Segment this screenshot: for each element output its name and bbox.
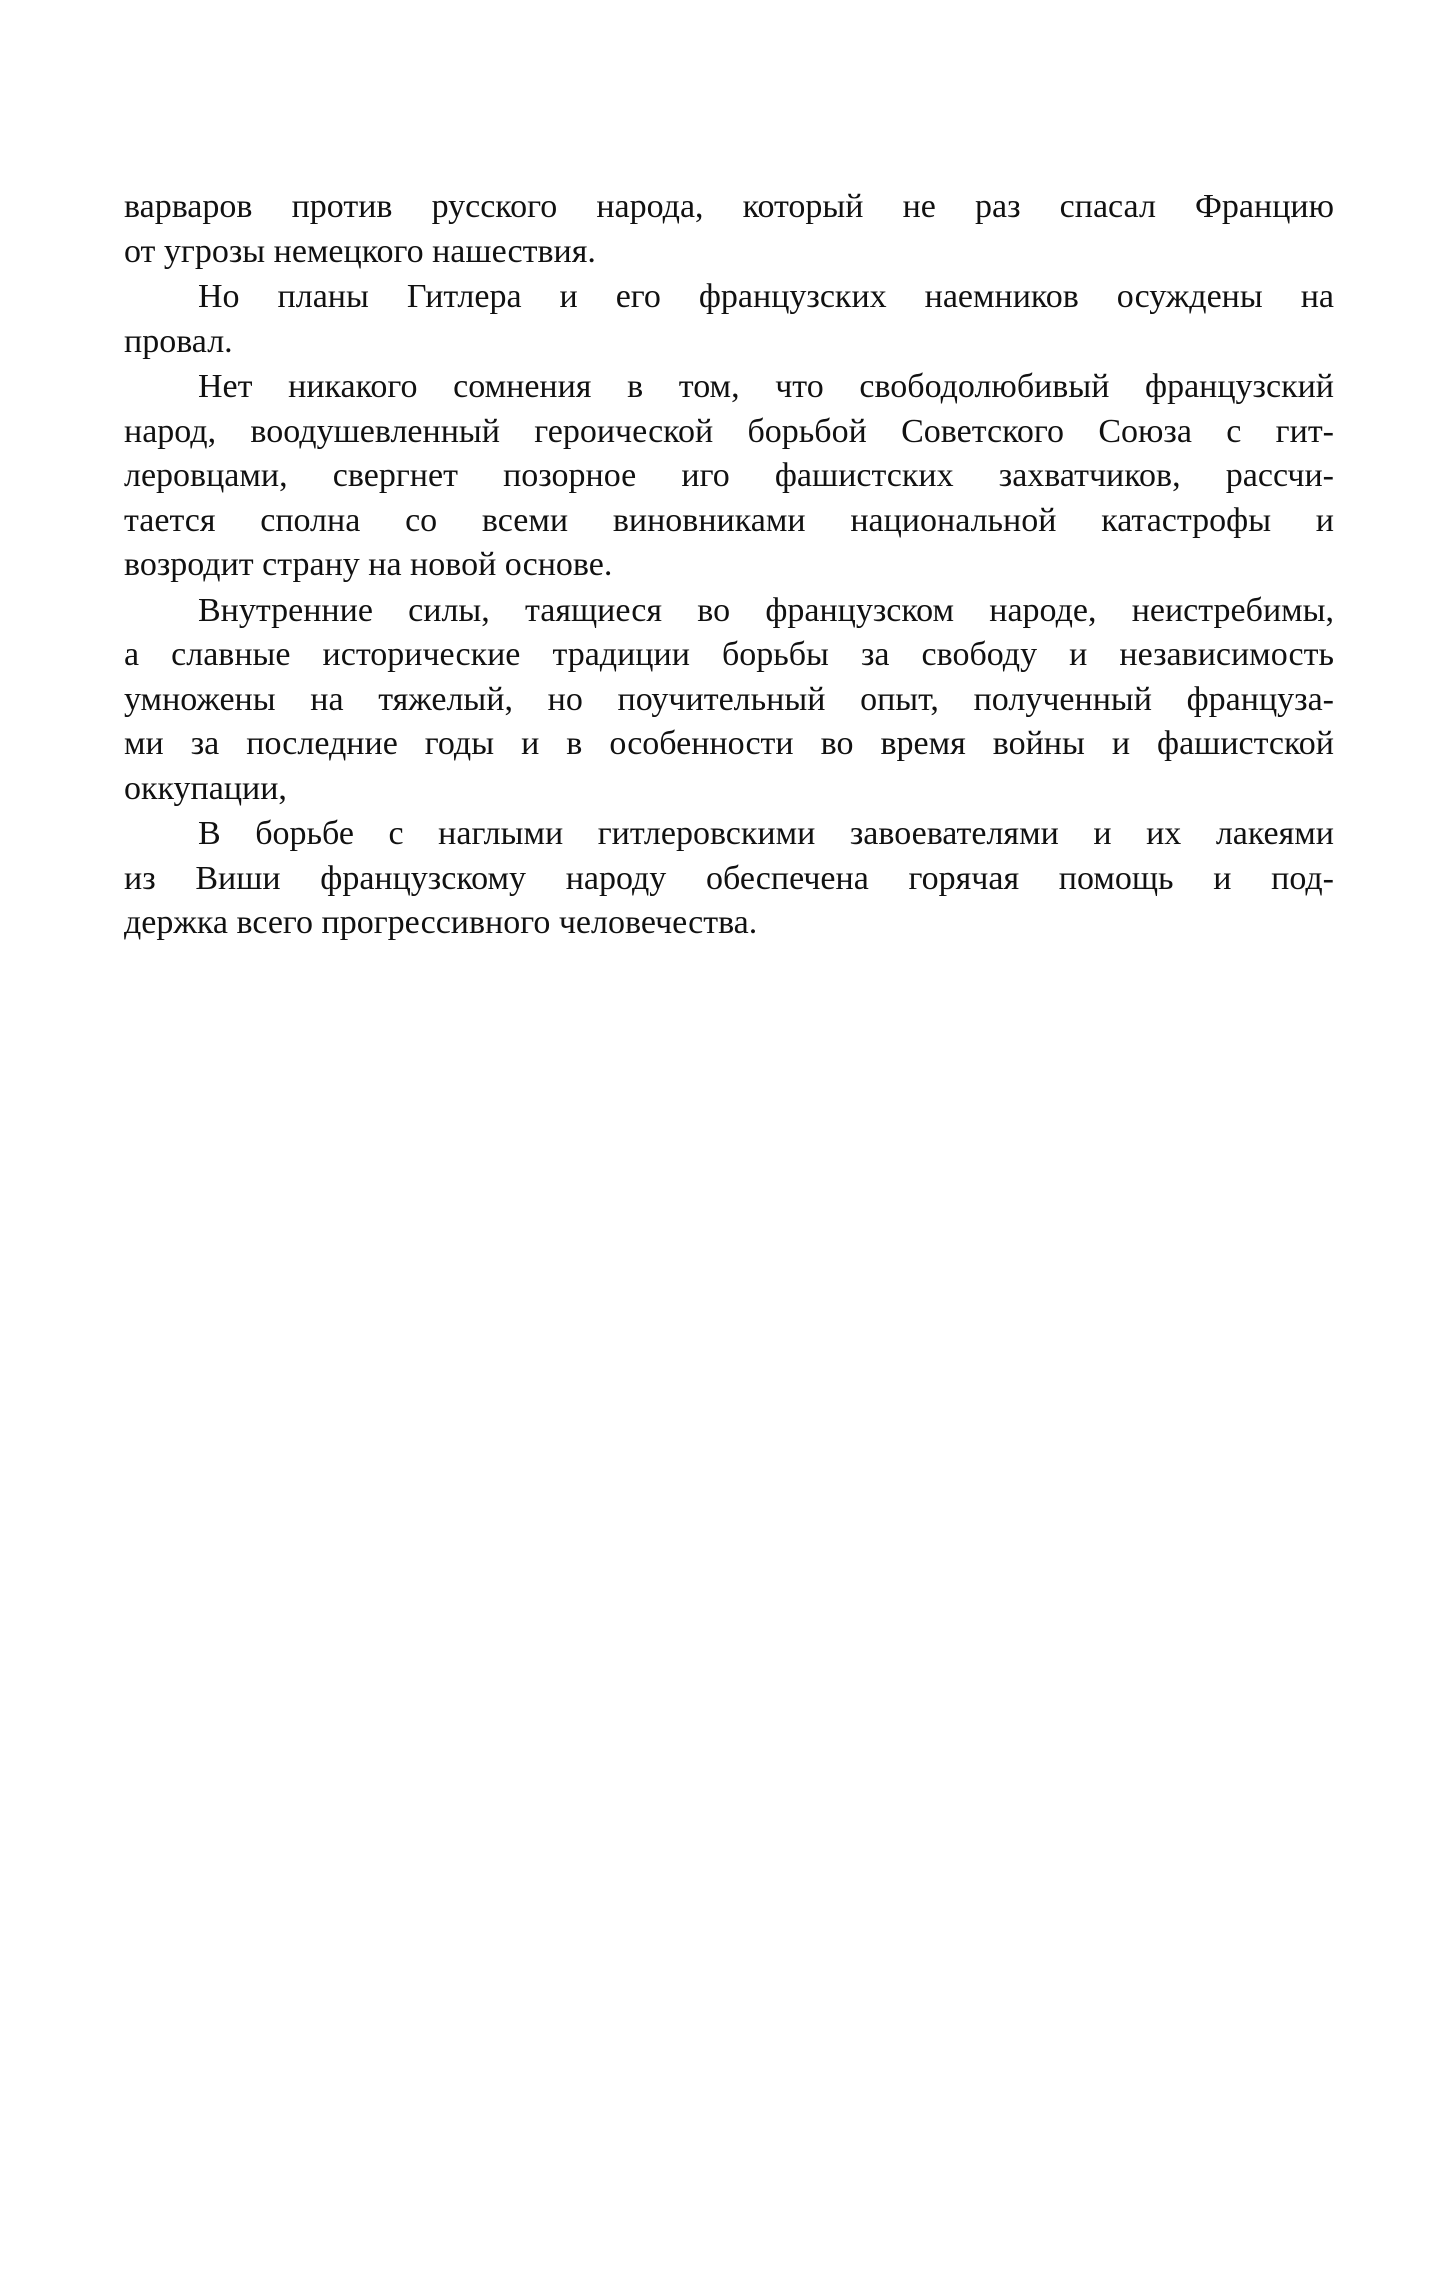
text-line: держка всего прогрессивного человечества. <box>124 904 758 941</box>
paragraph-1 <box>124 185 1334 274</box>
body-text <box>124 185 1334 947</box>
text-line: варваров против русского народа, который не раз спасал Францию <box>124 188 1334 225</box>
text-line: оккупации, <box>124 769 287 807</box>
text-line: ми за последние годы и в особенности во время войны и фашистской <box>124 725 1334 762</box>
text-line: Внутренние силы, таящиеся во французском народе, неистребимы, <box>198 591 1334 629</box>
text-line: тается сполна со всеми виновниками национальной катастрофы и <box>124 501 1334 539</box>
text-line: умножены на тяжелый, но поучительный опыт, полученный француза- <box>124 680 1334 718</box>
text-line: от угрозы немецкого нашествия. <box>124 232 596 270</box>
paragraph-4 <box>124 589 1334 812</box>
text-line: провал. <box>124 322 233 360</box>
paragraph-2 <box>124 275 1334 364</box>
text-line: Нет никакого сомнения в том, что свободолюбивый французский <box>198 368 1334 405</box>
paragraph-3 <box>124 365 1334 588</box>
text-line: из Виши французскому народу обеспечена горячая помощь и под- <box>124 859 1334 897</box>
paragraph-5 <box>124 812 1334 946</box>
text-line: возродит страну на новой основе. <box>124 546 613 583</box>
text-line: В борьбе с наглыми гитлеровскими завоевателями и их лакеями <box>198 815 1334 852</box>
text-line: а славные исторические традиции борьбы за свободу и независимость <box>124 636 1334 673</box>
text-line: леровцами, свергнет позорное иго фашистских захватчиков, рассчи- <box>124 457 1334 494</box>
text-line: народ, воодушевленный героической борьбой Советского Союза с гит- <box>124 412 1334 450</box>
text-line: Но планы Гитлера и его французских наемников осуждены на <box>198 278 1334 315</box>
